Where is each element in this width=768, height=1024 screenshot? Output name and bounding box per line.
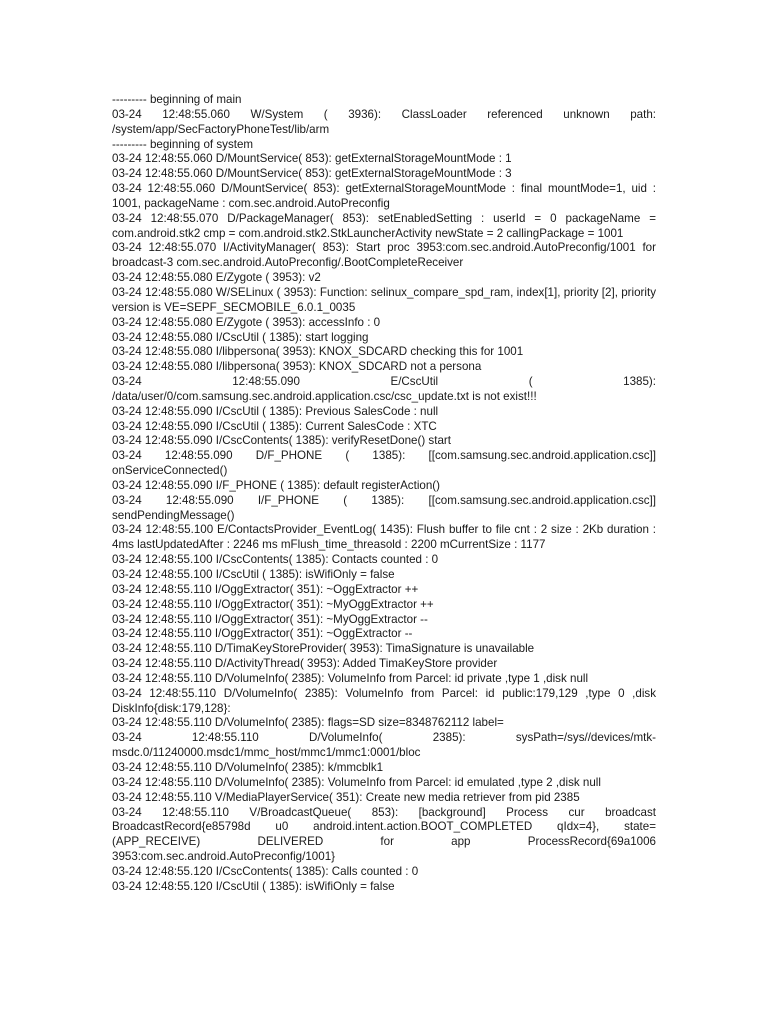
- log-line: --------- beginning of system: [112, 137, 254, 151]
- log-line: 03-24 12:48:55.080 I/libpersona( 3953): KNOX_SDCARD checking this for 1001: [112, 345, 524, 359]
- log-line: 03-24 12:48:55.110 V/MediaPlayerService( 351): Create new media retriever from pid 2385: [112, 790, 580, 804]
- log-line: 03-24 12:48:55.090 D/F_PHONE ( 1385): [[com.samsung.sec.android.application.csc]] onServiceConnected(): [112, 449, 656, 478]
- log-line: 03-24 12:48:55.060 D/MountService( 853): getExternalStorageMountMode : 1: [112, 152, 512, 166]
- log-line: 03-24 12:48:55.110 I/OggExtractor( 351): ~MyOggExtractor ++: [112, 597, 434, 611]
- log-line: 03-24 12:48:55.110 D/VolumeInfo( 2385): VolumeInfo from Parcel: id public:179,129 ,type 0 ,disk DiskInfo{disk:179,128}:: [112, 686, 656, 715]
- log-line: 03-24 12:48:55.110 D/VolumeInfo( 2385): k/mmcblk1: [112, 760, 384, 774]
- log-line: 03-24 12:48:55.110 I/OggExtractor( 351): ~OggExtractor ++: [112, 582, 419, 596]
- log-line: 03-24 12:48:55.090 E/CscUtil ( 1385): /data/user/0/com.samsung.sec.android.application.csc/csc_update.txt is not exist!!!: [112, 375, 656, 403]
- log-line: 03-24 12:48:55.090 I/CscContents( 1385): verifyResetDone() start: [112, 434, 451, 448]
- log-line: 03-24 12:48:55.110 D/VolumeInfo( 2385): sysPath=/sys//devices/mtk-msdc.0/11240000.msdc1/mmc_host/mmc1/mmc1:0001/bloc: [112, 731, 656, 760]
- log-line: 03-24 12:48:55.110 D/VolumeInfo( 2385): flags=SD size=8348762112 label=: [112, 716, 504, 730]
- log-line: 03-24 12:48:55.110 D/TimaKeyStoreProvider( 3953): TimaSignature is unavailable: [112, 642, 535, 656]
- log-line: 03-24 12:48:55.090 I/CscUtil ( 1385): Current SalesCode : XTC: [112, 419, 437, 433]
- log-line: 03-24 12:48:55.110 I/OggExtractor( 351): ~OggExtractor --: [112, 627, 413, 641]
- log-line: 03-24 12:48:55.060 D/MountService( 853): getExternalStorageMountMode : 3: [112, 167, 512, 181]
- log-line: 03-24 12:48:55.100 I/CscUtil ( 1385): isWifiOnly = false: [112, 568, 395, 581]
- log-line: 03-24 12:48:55.080 W/SELinux ( 3953): Function: selinux_compare_spd_ram, index[1], priority [2], priority version is VE=SEPF_SECMOBILE_6.0.1_0035: [112, 285, 656, 314]
- log-line: 03-24 12:48:55.100 I/CscContents( 1385): Contacts counted : 0: [112, 553, 439, 567]
- log-line: 03-24 12:48:55.080 E/Zygote ( 3953): accessInfo : 0: [112, 315, 381, 329]
- log-line: 03-24 12:48:55.090 I/CscUtil ( 1385): Previous SalesCode : null: [112, 404, 439, 418]
- log-line: 03-24 12:48:55.090 I/F_PHONE ( 1385): [[com.samsung.sec.android.application.csc]] sendPendingMessage(): [112, 493, 656, 522]
- log-line: 03-24 12:48:55.120 I/CscContents( 1385): Calls counted : 0: [112, 864, 419, 878]
- log-line: 03-24 12:48:55.080 I/CscUtil ( 1385): start logging: [112, 330, 369, 344]
- log-line: --------- beginning of main: [112, 93, 242, 106]
- log-line: 03-24 12:48:55.090 I/F_PHONE ( 1385): default registerAction(): [112, 478, 441, 492]
- log-line: 03-24 12:48:55.110 I/OggExtractor( 351): ~MyOggExtractor --: [112, 612, 428, 626]
- log-line: 03-24 12:48:55.110 V/BroadcastQueue( 853): [background] Process cur broadcast BroadcastRecord{e85798d u0 android.intent.action.BOOT_COMPLETED qIdx=4}, state= (APP_RECEIVE) DELIVERED for app ProcessRecord{69a1006 3953:com.sec.android.AutoPreconfig/1001}: [112, 805, 656, 864]
- log-line: 03-24 12:48:55.080 E/Zygote ( 3953): v2: [112, 271, 321, 285]
- log-line: 03-24 12:48:55.070 D/PackageManager( 853): setEnabledSetting : userId = 0 packageName = com.android.stk2 cmp = com.android.stk2.StkLauncherActivity newState = 2 callingPackage = 1001: [112, 211, 656, 240]
- log-line: 03-24 12:48:55.060 W/System ( 3936): ClassLoader referenced unknown path: /system/app/SecFactoryPhoneTest/lib/arm: [112, 107, 656, 136]
- log-line: 03-24 12:48:55.120 I/CscUtil ( 1385): isWifiOnly = false: [112, 879, 395, 893]
- log-line: 03-24 12:48:55.080 I/libpersona( 3953): KNOX_SDCARD not a persona: [112, 360, 482, 374]
- log-line: 03-24 12:48:55.110 D/VolumeInfo( 2385): VolumeInfo from Parcel: id private ,type 1 ,disk null: [112, 671, 589, 685]
- log-line: 03-24 12:48:55.110 D/ActivityThread( 3953): Added TimaKeyStore provider: [112, 657, 498, 671]
- log-document: [112, 93, 656, 895]
- log-line: 03-24 12:48:55.070 I/ActivityManager( 853): Start proc 3953:com.sec.android.AutoPreconfig/1001 for broadcast-3 com.sec.android.AutoPreconfig/.BootCompleteReceiver: [112, 241, 656, 270]
- log-line: 03-24 12:48:55.110 D/VolumeInfo( 2385): VolumeInfo from Parcel: id emulated ,type 2 ,disk null: [112, 775, 601, 789]
- log-line: 03-24 12:48:55.060 D/MountService( 853): getExternalStorageMountMode : final mountMode=1, uid : 1001, packageName : com.sec.android.AutoPreconfig: [112, 182, 656, 210]
- log-line: 03-24 12:48:55.100 E/ContactsProvider_EventLog( 1435): Flush buffer to file cnt : 2 size : 2Kb duration : 4ms lastUpdatedAfter : 2246 ms mFlush_time_threasold : 2200 mCurrentSize : 1177: [112, 523, 656, 552]
